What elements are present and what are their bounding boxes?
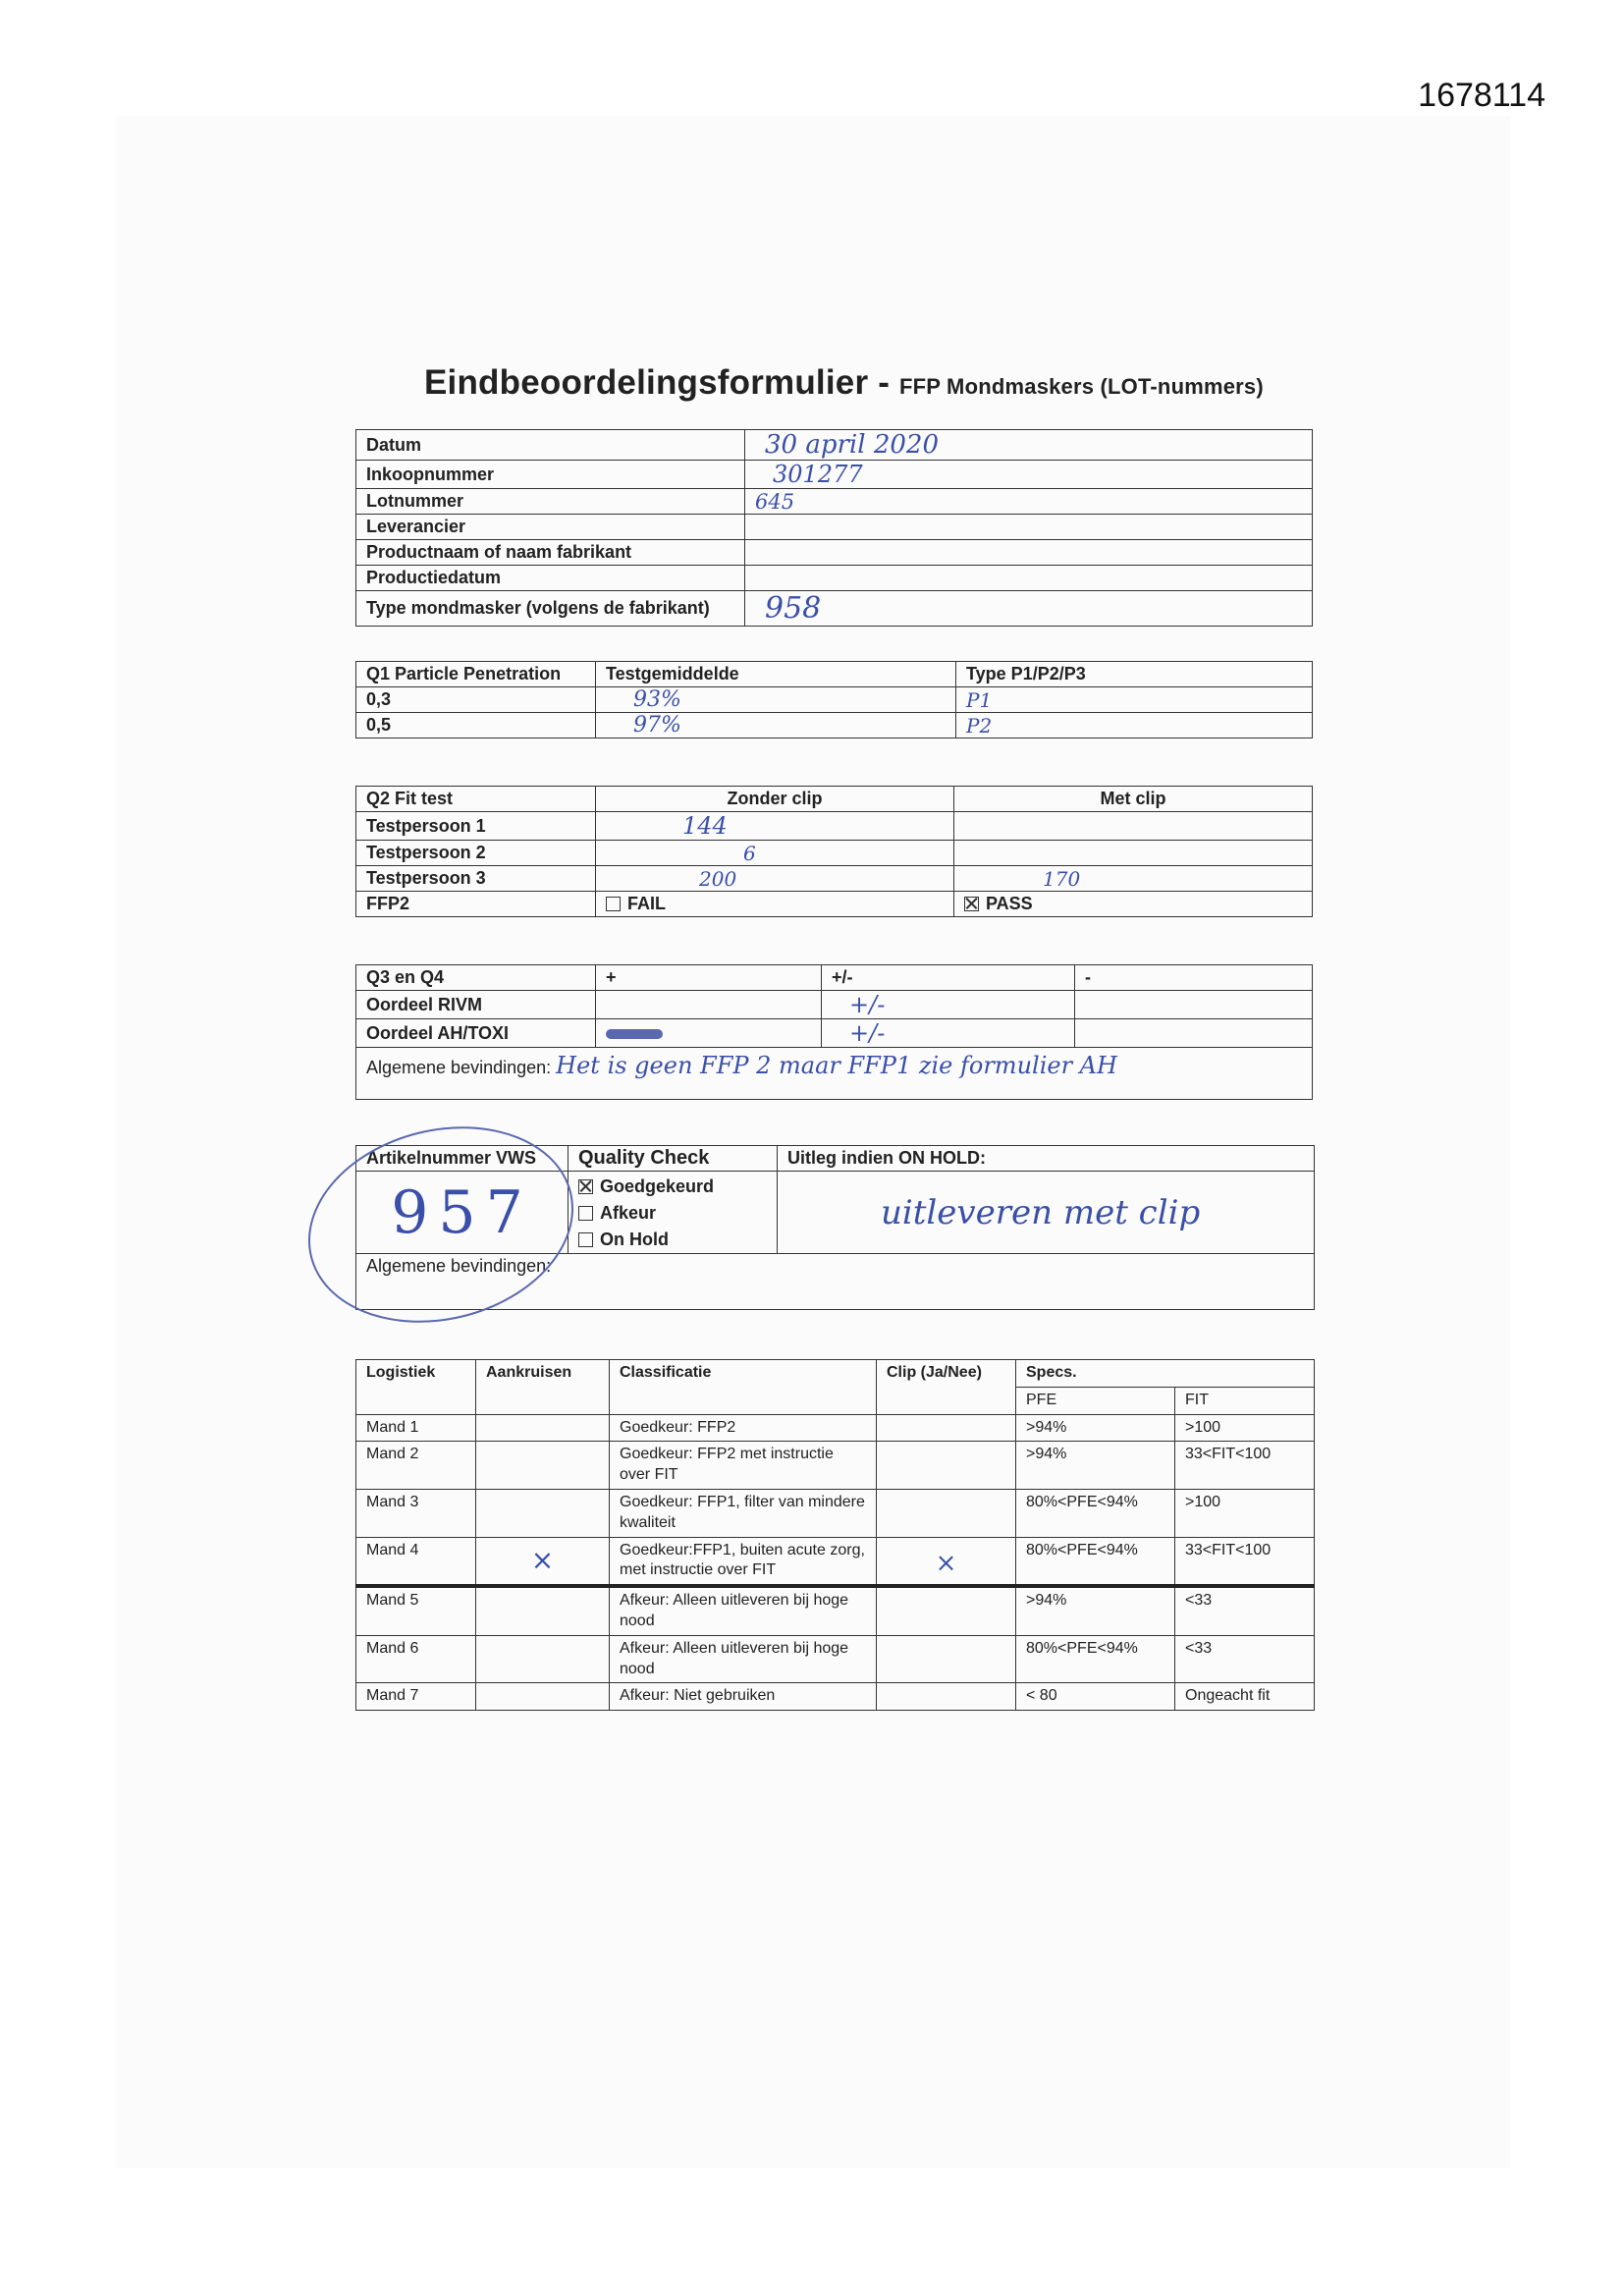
info-value — [745, 591, 1313, 627]
title-main: Eindbeoordelingsformulier — [424, 363, 869, 402]
fail-label: FAIL — [627, 894, 666, 913]
log-row — [356, 1635, 1315, 1683]
q2-row — [356, 812, 1313, 841]
mand: Mand 5 — [356, 1586, 476, 1635]
logistics-table — [355, 1359, 1315, 1711]
q2-zonder-text: 200 — [699, 866, 737, 891]
classificatie: Goedkeur: FFP2 — [610, 1414, 877, 1442]
info-value — [745, 515, 1313, 540]
fail-option[interactable] — [596, 892, 954, 917]
q3q4-findings — [356, 1048, 1313, 1100]
log-header: Aankruisen — [476, 1360, 610, 1415]
option-label: Afkeur — [600, 1203, 657, 1223]
on-hold-checkbox[interactable] — [578, 1232, 593, 1247]
info-row — [356, 566, 1313, 591]
pfe: 80%<PFE<94% — [1016, 1537, 1175, 1586]
info-table — [355, 429, 1313, 627]
clip: × — [877, 1537, 1016, 1586]
pass-label: PASS — [986, 894, 1033, 913]
spec-header: FIT — [1175, 1387, 1315, 1414]
aankruisen — [476, 1414, 610, 1442]
info-label: Datum — [356, 430, 745, 461]
q1-header: Type P1/P2/P3 — [956, 662, 1313, 687]
clip — [877, 1489, 1016, 1537]
q2-header: Met clip — [954, 787, 1313, 812]
info-row — [356, 461, 1313, 489]
q3q4-header-row — [356, 965, 1313, 991]
q1-header: Q1 Particle Penetration — [356, 662, 596, 687]
aankruisen — [476, 1683, 610, 1711]
info-label: Type mondmasker (volgens de fabrikant) — [356, 591, 745, 627]
q3q4-plus — [596, 991, 822, 1019]
q3q4-minus — [1075, 1019, 1313, 1048]
q2-zonder-text: 144 — [682, 812, 728, 840]
info-value-text: 301277 — [773, 461, 863, 488]
title-sub: FFP Mondmaskers (LOT-nummers) — [898, 374, 1264, 399]
goedgekeurd-checkbox[interactable] — [578, 1179, 593, 1194]
q3q4-label: Oordeel AH/TOXI — [356, 1019, 596, 1048]
log-row — [356, 1442, 1315, 1490]
mand: Mand 3 — [356, 1489, 476, 1537]
log-header: Specs. — [1016, 1360, 1315, 1388]
q3q4-row — [356, 991, 1313, 1019]
q1-table — [355, 661, 1313, 738]
q3q4-header: +/- — [822, 965, 1075, 991]
q3q4-header: - — [1075, 965, 1313, 991]
info-row — [356, 430, 1313, 461]
info-label: Leverancier — [356, 515, 745, 540]
log-header: Classificatie — [610, 1360, 877, 1415]
q2-met — [954, 841, 1313, 866]
aankruisen — [476, 1489, 610, 1537]
mand: Mand 1 — [356, 1414, 476, 1442]
aankruisen: × — [476, 1537, 610, 1586]
qc-option-on-hold[interactable] — [578, 1227, 767, 1253]
q2-row — [356, 841, 1313, 866]
q1-header-row — [356, 662, 1313, 687]
scribble-mark — [606, 1029, 663, 1039]
pass-checkbox[interactable] — [964, 897, 979, 911]
q3q4-table — [355, 964, 1313, 1100]
info-value — [745, 430, 1313, 461]
q2-row — [356, 866, 1313, 892]
qc-option-goedgekeurd[interactable] — [578, 1174, 767, 1200]
clip — [877, 1683, 1016, 1711]
qc-header: Uitleg indien ON HOLD: — [778, 1146, 1315, 1172]
classificatie: Afkeur: Alleen uitleveren bij hoge nood — [610, 1635, 877, 1683]
mand: Mand 2 — [356, 1442, 476, 1490]
q2-met — [954, 812, 1313, 841]
q3q4-findings-row — [356, 1048, 1313, 1100]
document-id: 1678114 — [1418, 77, 1545, 114]
q3q4-header: + — [596, 965, 822, 991]
q2-met — [954, 866, 1313, 892]
pass-option[interactable] — [954, 892, 1313, 917]
pfe: >94% — [1016, 1414, 1175, 1442]
q3q4-mid-text: +/- — [849, 991, 886, 1018]
aankruisen — [476, 1586, 610, 1635]
clip — [877, 1586, 1016, 1635]
mand: Mand 4 — [356, 1537, 476, 1586]
spec-header: PFE — [1016, 1387, 1175, 1414]
fit: <33 — [1175, 1635, 1315, 1683]
q2-zonder — [596, 841, 954, 866]
info-value-text: 645 — [755, 489, 795, 514]
q2-label: Testpersoon 1 — [356, 812, 596, 841]
info-value — [745, 489, 1313, 515]
pfe: 80%<PFE<94% — [1016, 1635, 1175, 1683]
q3q4-header: Q3 en Q4 — [356, 965, 596, 991]
info-row — [356, 515, 1313, 540]
qc-option-afkeur[interactable] — [578, 1200, 767, 1227]
q1-row — [356, 687, 1313, 713]
info-label: Inkoopnummer — [356, 461, 745, 489]
info-label: Lotnummer — [356, 489, 745, 515]
classificatie: Afkeur: Niet gebruiken — [610, 1683, 877, 1711]
form-title: Eindbeoordelingsformulier - FFP Mondmaskers (LOT-nummers) — [424, 363, 1264, 402]
afkeur-checkbox[interactable] — [578, 1206, 593, 1221]
classificatie: Goedkeur: FFP2 met instructie over FIT — [610, 1442, 877, 1490]
fail-checkbox[interactable] — [606, 897, 621, 911]
option-label: On Hold — [600, 1230, 669, 1249]
info-label: Productiedatum — [356, 566, 745, 591]
qc-findings: Algemene bevindingen: — [356, 1254, 1315, 1310]
q1-type-text: P1 — [966, 687, 993, 712]
clip — [877, 1442, 1016, 1490]
q2-ffp2-label: FFP2 — [356, 892, 596, 917]
fit: Ongeacht fit — [1175, 1683, 1315, 1711]
hold-text: uitleveren met clip — [881, 1192, 1201, 1232]
findings-label: Algemene bevindingen: — [366, 1058, 552, 1077]
info-value-text: 30 april 2020 — [765, 430, 939, 460]
q1-avg-text: 97% — [633, 713, 681, 738]
q1-avg — [596, 713, 956, 738]
q1-label: 0,3 — [356, 687, 596, 713]
q3q4-row — [356, 1019, 1313, 1048]
q2-met-text: 170 — [1043, 866, 1081, 891]
pfe: < 80 — [1016, 1683, 1175, 1711]
info-value-text: 958 — [765, 591, 822, 626]
pfe: 80%<PFE<94% — [1016, 1489, 1175, 1537]
q1-row — [356, 713, 1313, 738]
q2-result-row — [356, 892, 1313, 917]
q1-avg — [596, 687, 956, 713]
q2-zonder — [596, 812, 954, 841]
clip — [877, 1414, 1016, 1442]
q3q4-label: Oordeel RIVM — [356, 991, 596, 1019]
log-header-row — [356, 1360, 1315, 1388]
log-row — [356, 1537, 1315, 1586]
log-header: Logistiek — [356, 1360, 476, 1415]
q2-header: Q2 Fit test — [356, 787, 596, 812]
q3q4-mid — [822, 1019, 1075, 1048]
fit: <33 — [1175, 1586, 1315, 1635]
log-row — [356, 1683, 1315, 1711]
q3q4-mid — [822, 991, 1075, 1019]
info-row — [356, 489, 1313, 515]
fit: 33<FIT<100 — [1175, 1537, 1315, 1586]
q2-zonder — [596, 866, 954, 892]
q2-zonder-text: 6 — [743, 841, 756, 865]
qc-options — [568, 1172, 778, 1254]
log-row — [356, 1489, 1315, 1537]
q2-header: Zonder clip — [596, 787, 954, 812]
pfe: >94% — [1016, 1442, 1175, 1490]
info-row — [356, 591, 1313, 627]
option-label: Goedgekeurd — [600, 1176, 715, 1196]
info-value — [745, 461, 1313, 489]
info-value — [745, 540, 1313, 566]
qc-header: Quality Check — [568, 1146, 778, 1172]
aankruisen — [476, 1635, 610, 1683]
classificatie: Goedkeur: FFP1, filter van mindere kwaliteit — [610, 1489, 877, 1537]
hold-explanation — [778, 1172, 1315, 1254]
fit: 33<FIT<100 — [1175, 1442, 1315, 1490]
q1-type — [956, 687, 1313, 713]
q2-table — [355, 786, 1313, 917]
info-row — [356, 540, 1313, 566]
q2-header-row — [356, 787, 1313, 812]
log-row — [356, 1586, 1315, 1635]
info-label: Productnaam of naam fabrikant — [356, 540, 745, 566]
q1-avg-text: 93% — [633, 687, 681, 712]
pfe: >94% — [1016, 1586, 1175, 1635]
q2-label: Testpersoon 3 — [356, 866, 596, 892]
classificatie: Goedkeur:FFP1, buiten acute zorg, met instructie over FIT — [610, 1537, 877, 1586]
log-header: Clip (Ja/Nee) — [877, 1360, 1016, 1415]
q3q4-minus — [1075, 991, 1313, 1019]
q3q4-mid-text: +/- — [849, 1019, 886, 1047]
info-value — [745, 566, 1313, 591]
scanned-page — [116, 116, 1510, 2168]
clip — [877, 1635, 1016, 1683]
mand: Mand 7 — [356, 1683, 476, 1711]
qc-header: Artikelnummer VWS — [356, 1146, 568, 1172]
classificatie: Afkeur: Alleen uitleveren bij hoge nood — [610, 1586, 877, 1635]
article-number: 957 — [391, 1177, 533, 1247]
q3q4-plus — [596, 1019, 822, 1048]
q1-header: Testgemiddelde — [596, 662, 956, 687]
fit: >100 — [1175, 1414, 1315, 1442]
mand: Mand 6 — [356, 1635, 476, 1683]
q1-type — [956, 713, 1313, 738]
q1-type-text: P2 — [966, 713, 993, 738]
findings-text: Het is geen FFP 2 maar FFP1 zie formulier AH — [556, 1052, 1117, 1079]
fit: >100 — [1175, 1489, 1315, 1537]
aankruisen — [476, 1442, 610, 1490]
q1-label: 0,5 — [356, 713, 596, 738]
log-row — [356, 1414, 1315, 1442]
q2-label: Testpersoon 2 — [356, 841, 596, 866]
